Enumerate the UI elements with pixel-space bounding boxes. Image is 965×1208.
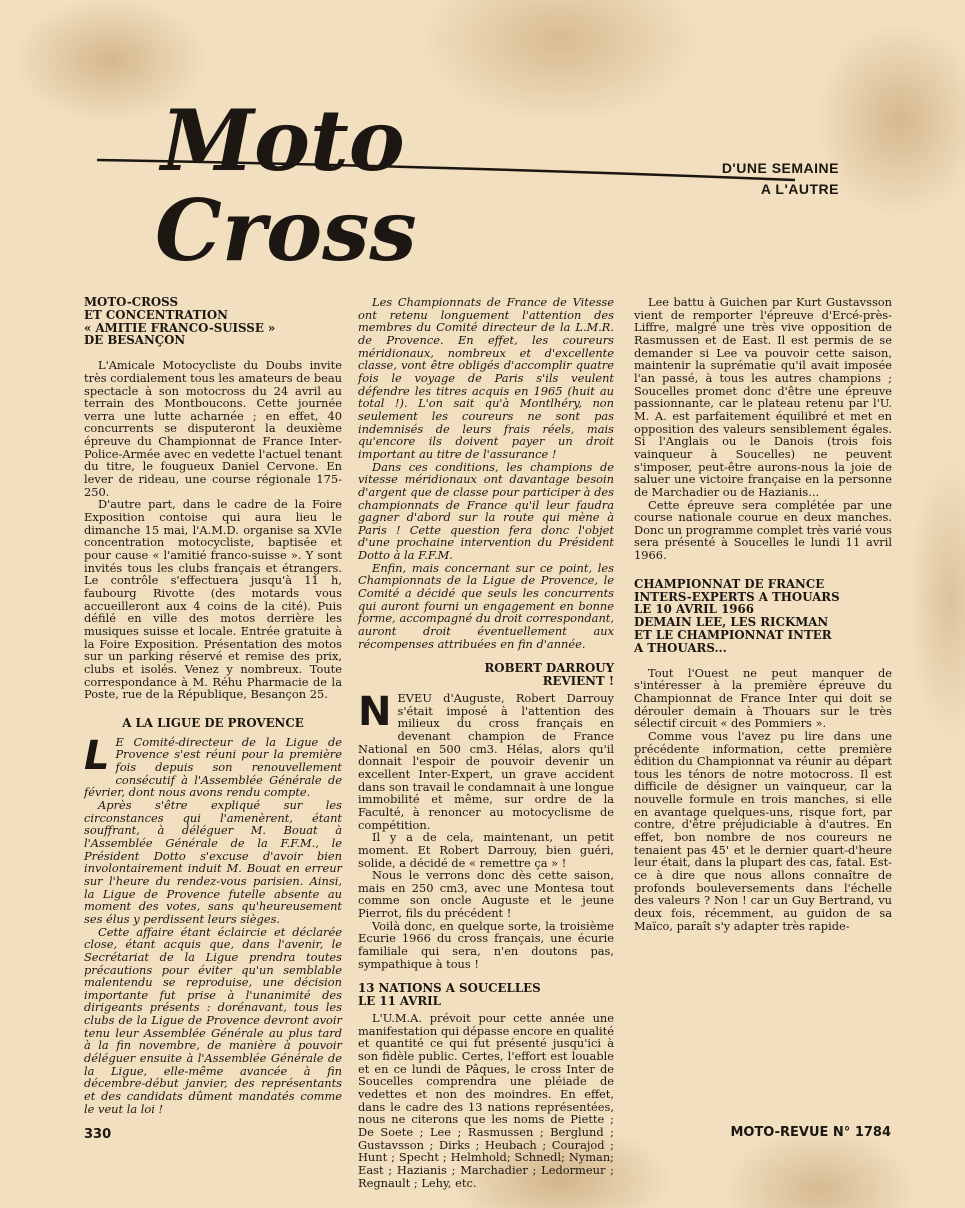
article-heading-line: INTERS-EXPERTS A THOUARS xyxy=(634,589,840,604)
article-heading-line: DEMAIN LEE, LES RICKMAN xyxy=(634,615,829,630)
paragraph-text: EVEU d'Auguste, Robert Darrouy s'était imposé à l'attention des milieux du cross français en devenant champion de France National en 500 cm3. Hélas, alors qu'il donnait l'espoir de pouvoir devenir un excellent Inter-Expert, un grave accident dans son travail le condamnait à une longue immobilité et même, sur ordre de la Faculté, à renoncer au motocyclisme de compétition. xyxy=(358,690,614,832)
section-subtitle-line2: A L'AUTRE xyxy=(760,181,839,197)
logo-word-moto: Moto xyxy=(161,91,405,190)
article-heading-line: 13 NATIONS A SOUCELLES xyxy=(358,981,541,996)
article-thouars xyxy=(634,578,892,933)
paragraph: L'Amicale Motocycliste du Doubs invite très cordialement tous les amateurs de beau spectacle à son motocross du 24 avril au terrain des Montboucons. Cette journée verra une lutte acharnée ; en effet, 40 concurrents se disputeront la deuxième épreuve du Championnat de France Inter-Police-Armée avec en vedette l'actuel tenant du titre, le fougueux Daniel Cervone. En lever de rideau, une course régionale 175-250. xyxy=(84,358,342,499)
paragraph xyxy=(84,732,342,800)
article-heading-line: MOTO-CROSS xyxy=(84,295,178,309)
column-3 xyxy=(634,296,892,932)
paragraph: Il y a de cela, maintenant, un petit moment. Et Robert Darrouy, bien guéri, solide, a décidé de « remettre ça » ! xyxy=(358,830,614,870)
paragraph xyxy=(358,688,614,832)
article-heading-line: ROBERT DARROUY xyxy=(484,661,614,676)
paragraph: Dans ces conditions, les champions de vitesse méridionaux ont davantage besoin d'argent que de classe pour participer à des championnats de France qu'il leur faudra gagner d'abord sur la route qui mène à Paris ! Cette question fera donc l'objet d'une prochaine intervention du Président Dotto à la F.F.M. xyxy=(358,459,614,563)
paragraph: Enfin, mais concernant sur ce point, les Championnats de la Ligue de Provence, le Comité a décidé que seuls les concurrents qui auront fourni un engagement en bonne forme, accompagné du droit correspondant, auront droit éventuellement aux récompenses attribuées en fin d'année. xyxy=(358,560,614,651)
moto-cross-logo xyxy=(95,88,835,288)
paragraph-text: E Comité-directeur de la Ligue de Provence s'est réuni pour la première fois depuis son renouvellement consécutif à l'Assemblée Générale de février, dont nous avons rendu compte. xyxy=(84,734,342,800)
section-subtitle-line1: D'UNE SEMAINE xyxy=(721,160,839,176)
column-2 xyxy=(358,296,614,1189)
page-number: 330 xyxy=(84,1127,112,1142)
paragraph: Nous le verrons donc dès cette saison, mais en 250 cm3, avec une Montesa tout comme son oncle Auguste et le jeune Pierrot, fils du précédent ! xyxy=(358,868,614,921)
paragraph: Cette épreuve sera complétée par une course nationale courue en deux manches. Donc un programme complet très varié vous sera présenté à Soucelles le lundi 11 avril 1966. xyxy=(634,497,892,563)
paragraph: Après s'être expliqué sur les circonstances qui l'amenèrent, étant souffrant, à déléguer M. Bouat à l'Assemblée Générale de la F.F.M., le Président Dotto s'excuse d'avoir bien involontairement induit M. Bouat en erreur sur l'heure du rendez-vous parisien. Ainsi, la Ligue de Provence futelle absente au moment des votes, sans qu'heureusement ses élus y perdissent leurs sièges. xyxy=(84,797,342,926)
article-heading-line: CHAMPIONNAT DE FRANCE xyxy=(634,576,825,591)
column-1 xyxy=(84,296,342,1115)
article-heading-line: ET CONCENTRATION xyxy=(84,307,228,322)
drop-cap: N xyxy=(358,688,392,735)
article-heading-line: A THOUARS... xyxy=(634,640,727,655)
drop-cap: L xyxy=(84,732,110,779)
article-heading-line: LE 11 AVRIL xyxy=(358,994,441,1009)
paragraph: Voilà donc, en quelque sorte, la troisième Ecurie 1966 du cross français, une écurie familiale qui sera, n'en doutons pas, sympathique à tous ! xyxy=(358,918,614,971)
paragraph: Lee battu à Guichen par Kurt Gustavsson vient de remporter l'épreuve d'Ercé-près-Liffre, malgré une très vive opposition de Rasmussen et de East. Il est permis de se demander si Lee va pouvoir cette saison, maintenir la suprématie qu'il avait imposée l'an passé, à tous les autres champions ; Soucelles promet donc d'être une épreuve passionnante, car le plateau retenu par l'U. M. A. est parfaitement équilibré et met en opposition des valeurs sensiblement égales. Si l'Anglais ou le Danois (trois fois vainqueur à Soucelles) ne peuvent s'imposer, peut-être aurons-nous la joie de saluer une victoire française en la personne de Marchadier ou de Hazianis... xyxy=(634,295,892,499)
article-darrouy xyxy=(358,662,614,970)
article-heading-line: « AMITIE FRANCO-SUISSE » xyxy=(84,320,276,335)
paragraph: Cette affaire étant éclaircie et déclarée close, étant acquis que, dans l'avenir, le Secrétariat de la Ligue prendra toutes précautions pour éviter qu'un semblable malentendu se reproduise, une décision importante fut prise à l'unanimité des dirigeants présents : dorénavant, tous les clubs de la Ligue de Provence devront avoir tenu leur Assemblée Générale au plus tard à la fin novembre, de manière à pouvoir déléguer ensuite à l'Assemblée Générale de la Ligue, elle-même avancée à fin décembre-début janvier, des représentants et des candidats dûment mandatés comme le veut la loi ! xyxy=(84,924,342,1116)
paragraph: D'autre part, dans le cadre de la Foire Exposition contoise qui aura lieu le dimanche 15 mai, l'A.M.D. organise sa XVIe concentration motocycliste, baptisée et pour cause « l'amitié franco-suisse ». Y sont invités tous les clubs français et étrangers. Le contrôle s'effectuera jusqu'à 11 h, faubourg Rivotte (des motards vous accueilleront aux 4 coins de la cité). Puis défilé en ville des motos derrière les musiques suisse et locale. Entrée gratuite à la Foire Exposition. Présentation des motos sur un parking réservé et remise des prix, clubs et isolés. Venez y nombreux. Toute correspondance à M. Réhu Pharmacie de la Poste, rue de la République, Besançon 25. xyxy=(84,497,342,702)
paragraph: Tout l'Ouest ne peut manquer de s'intéresser à la première épreuve du Championnat de France Inter qui doit se dérouler demain à Thouars sur le très sélectif circuit « des Pommiers ». xyxy=(634,665,892,731)
article-besancon xyxy=(84,296,342,701)
logo-word-cross: Cross xyxy=(155,181,417,280)
article-heading: A LA LIGUE DE PROVENCE xyxy=(122,715,304,730)
paragraph: Les Championnats de France de Vitesse ont retenu longuement l'attention des membres du Comité directeur de la L.M.R. de Provence. En effet, les coureurs méridionaux, nombreux et d'excellente classe, vont être obligés d'accomplir quatre fois le voyage de Paris s'ils veulent défendre les titres acquis en 1965 (huit au total !). L'on sait qu'à Montlhéry, non seulement les coureurs ne sont pas indemnisés de leurs frais réels, mais qu'encore ils doivent payer un droit important au titre de l'assurance ! xyxy=(358,295,614,461)
article-ligue-provence xyxy=(84,717,342,1115)
magazine-issue: MOTO-REVUE N° 1784 xyxy=(730,1125,891,1140)
article-heading-line: REVIENT ! xyxy=(542,674,614,689)
article-heading-line: ET LE CHAMPIONNAT INTER xyxy=(634,627,832,642)
article-heading-line: LE 10 AVRIL 1966 xyxy=(634,602,754,617)
paragraph: Comme vous l'avez pu lire dans une précédente information, cette première édition du Championnat va réunir au départ tous les ténors de notre motocross. Il est difficile de désigner un vainqueur, car la nouvelle formule en trois manches, si elle en avantage quelques-uns, risque fort, par contre, d'être préjudiciable à d'autres. En effet, bon nombre de nos coureurs ne tenaient pas 45' et le dernier quart-d'heure leur était, dans la plupart des cas, fatal. Est-ce à dire que nous allons connaître de profonds bouleversements dans l'échelle des valeurs ? Non ! car un Guy Bertrand, vu deux fois, récemment, au guidon de sa Maïco, paraît s'y adapter très rapide- xyxy=(634,728,892,933)
article-heading-line: DE BESANÇON xyxy=(84,333,186,348)
article-soucelles xyxy=(358,982,614,1189)
paragraph: L'U.M.A. prévoit pour cette année une manifestation qui dépasse encore en qualité et quantité ce qui fut présenté jusqu'ici à son fidèle public. Certes, l'effort est louable et en ce lundi de Pâques, le cross Inter de Soucelles comprendra une pléiade de vedettes et non des moindres. En effet, dans le cadre des 13 nations représentées, nous ne citerons que les noms de Piette ; De Soete ; Lee ; Rasmussen ; Berglund ; Gustavsson ; Dirks ; Heubach ; Courajod ; Hunt ; Specht ; Helmhold; Schnedl; Nyman; East ; Hazianis ; Marchadier ; Ledormeur ; Regnault ; Lehy, etc. xyxy=(358,1011,614,1190)
